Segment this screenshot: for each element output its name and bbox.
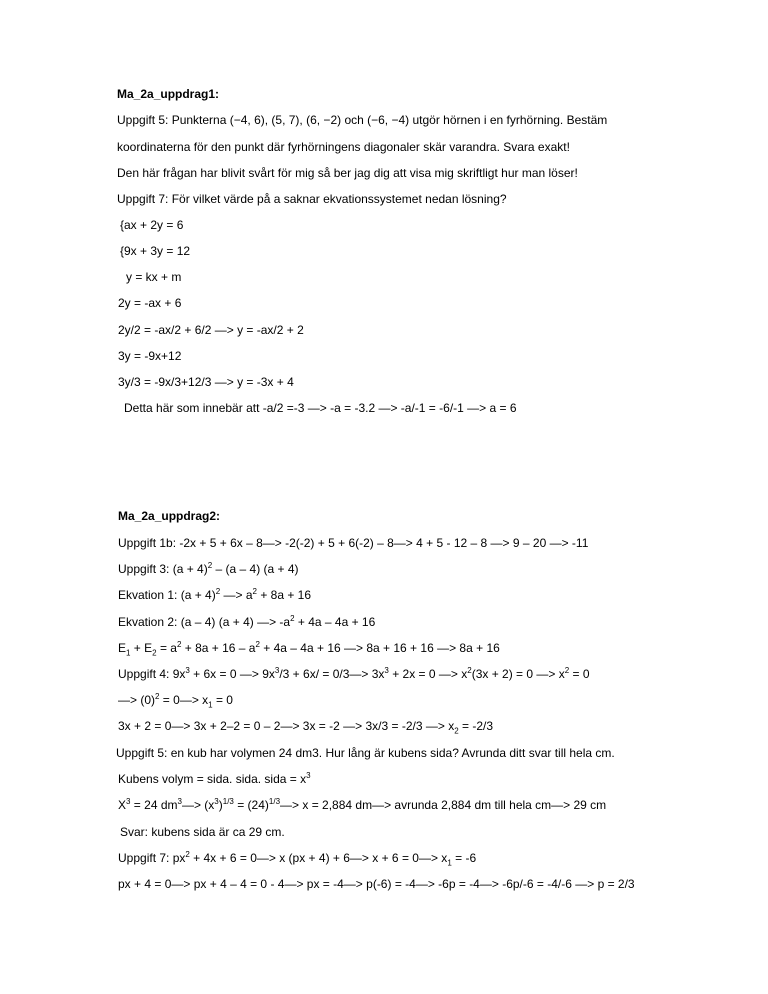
- text-line: Kubens volym = sida. sida. sida = $x^3$: [118, 771, 311, 786]
- text-line: koordinaterna för den punkt där fyrhörningens diagonaler skär varandra. Svara exakt!: [117, 140, 570, 154]
- text-line: Uppgift 7: $px^2 + 4x + 6$ = 0—> x (px + 4) + 6—> x + 6 = 0—> $x_1 = -6$: [118, 850, 477, 868]
- text-line: {ax + 2y = 6: [120, 218, 184, 232]
- text-line: 3y/3 = -9x/3+12/3 —> y = -3x + 4: [118, 375, 294, 389]
- text-line: Uppgift 7: För vilket värde på a saknar ekvationssystemet nedan lösning?: [117, 192, 507, 206]
- section1-heading: Ma_2a_uppdrag1:: [117, 87, 220, 101]
- text-line: —> $(0)^2$ = 0—> $x_1 = 0$: [118, 692, 233, 710]
- text-line: Ekvation 2: (a – 4) (a + 4) —> $-a^2 + 4a - 4a + 16$: [118, 614, 376, 629]
- text-line: Uppgift 5: Punkterna (−4, 6), (5, 7), (6, −2) och (−6, −4) utgör hörnen i en fyrhörning. Bestäm: [117, 113, 608, 127]
- text-line: $E_1 + E_2 = a^2 + 8a + 16 - a^2 + 4a - 4a + 16$ —> 8a + 16 + 16 —> 8a + 16: [118, 640, 500, 658]
- text-line: {9x + 3y = 12: [120, 244, 191, 258]
- text-line: Uppgift 4: $9x^3 + 6x = 0$ —> $9x^3/3 + 6x/$ = 0/3—> $3x^3 + 2x = 0$ —> $x^2(3x + 2) = 0$ —> $x^2 = 0$: [118, 666, 590, 681]
- text-line: Uppgift 5: en kub har volymen 24 dm3. Hur lång är kubens sida? Avrunda ditt svar till hela cm.: [116, 746, 615, 760]
- text-line: 3y = -9x+12: [118, 349, 182, 363]
- text-line: 2y/2 = -ax/2 + 6/2 —> y = -ax/2 + 2: [118, 323, 304, 337]
- text-line: $X^3 = 24$ $dm^3—> (x^3)^{1/3}$ = $(24)^{1/3}—> x = 2,884$ dm—> avrunda 2,884 dm till hela cm—> 29 cm: [118, 797, 607, 812]
- text-line: 2y = -ax + 6: [118, 296, 182, 310]
- text-line: 3x + 2 = 0—> 3x + 2–2 = 0 – 2—> 3x = -2 —> 3x/3 = -2/3 —> $x_2 = -2/3$: [118, 719, 494, 736]
- text-line: Uppgift 3: $(a + 4)^2 - (a - 4)$ (a + 4): [118, 561, 299, 576]
- text-line: y = kx + m: [126, 270, 182, 284]
- text-line: Den här frågan har blivit svårt för mig så ber jag dig att visa mig skriftligt hur man löser!: [117, 166, 578, 180]
- section2-heading: Ma_2a_uppdrag2:: [118, 509, 221, 523]
- text-line: Svar: kubens sida är ca 29 cm.: [120, 825, 285, 839]
- text-line: Uppgift 1b: -2x + 5 + 6x – 8—> -2(-2) + 5 + 6(-2) – 8—> 4 + 5 - 12 – 8 —> 9 – 20 —> -11: [118, 536, 589, 550]
- text-line: Detta här som innebär att -a/2 =-3 —> -a = -3.2 —> -a/-1 = -6/-1 —> a = 6: [124, 401, 517, 415]
- text-line: px + 4 = 0—> px + 4 – 4 = 0 - 4—> px = -4—> p(-6) = -4—> -6p = -4—> -6p/-6 = -4/-6 —> p = 2/3: [118, 877, 635, 891]
- text-line: Ekvation 1: $(a + 4)^2$ —> $a^2 + 8a + 16$: [118, 587, 312, 602]
